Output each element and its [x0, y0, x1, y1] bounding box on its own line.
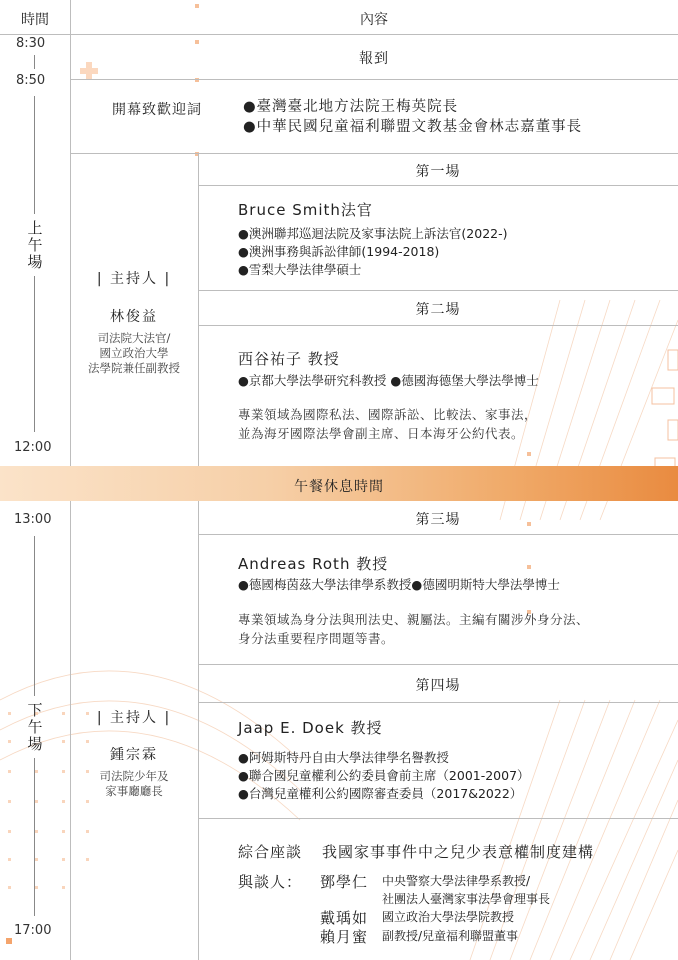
session1-item: ●澳洲事務與訴訟律師(1994-2018)	[238, 244, 440, 259]
session2-speaker: 西谷祐子 教授	[238, 350, 340, 368]
morning-label	[25, 220, 45, 271]
header-divider	[0, 34, 678, 35]
header-content-label: 內容	[360, 12, 388, 28]
session1-item: ●澳洲聯邦巡迴法院及家事法院上訴法官(2022-)	[238, 226, 508, 241]
session4-speaker: Jaap E. Doek 教授	[238, 719, 383, 737]
afternoon-timeline-top	[34, 536, 35, 696]
session4-item: ●聯合國兒童權利公約委員會前主席（2001-2007）	[238, 768, 530, 783]
session3-title-divider	[198, 534, 678, 535]
session4-items	[238, 749, 530, 803]
afternoon-host-title	[70, 769, 198, 799]
session4-title: 第四場	[415, 678, 461, 694]
morning-host-name: 林俊益	[110, 309, 158, 325]
session1-item: ●雪梨大學法律學碩士	[238, 262, 362, 277]
morning-host-title	[70, 331, 198, 376]
session4-title-divider	[198, 702, 678, 703]
host-title-line: 家事廳廳長	[105, 784, 163, 798]
session4-item: ●阿姆斯特丹自由大學法律學名譽教授	[238, 750, 449, 765]
morning-host-label: | 主持人 |	[96, 271, 172, 287]
opening-speakers	[243, 97, 582, 137]
session2-top-divider	[198, 290, 678, 291]
panel-label: 綜合座談	[238, 843, 303, 861]
session4-top-divider	[198, 664, 678, 665]
time-850: 8:50	[16, 73, 46, 88]
session1-title-divider	[198, 185, 678, 186]
afternoon-host-name: 鍾宗霖	[110, 747, 158, 763]
time-830: 8:30	[16, 36, 46, 51]
session3-title: 第三場	[415, 512, 461, 528]
time-1300: 13:00	[14, 512, 52, 527]
host-title-line: 國立政治大學	[99, 346, 169, 360]
session2-title: 第二場	[415, 302, 461, 318]
panelist-name: 戴瑀如	[320, 909, 369, 927]
session2-desc-line: 專業領域為國際私法、國際訴訟、比較法、家事法，	[238, 407, 538, 422]
opening-divider	[70, 153, 678, 154]
session2-desc	[238, 405, 537, 443]
session2-title-divider	[198, 325, 678, 326]
session3-desc-line: 專業領域為身分法與刑法史、親屬法。主編有關涉外身分法、	[238, 612, 590, 627]
session1-items	[238, 225, 507, 279]
panelist-label: 與談人：	[238, 873, 303, 891]
morning-timeline-top	[34, 96, 35, 214]
session2-item: ●京都大學法學研究科教授 ●德國海德堡大學法學博士	[238, 373, 539, 388]
afternoon-label	[25, 702, 45, 753]
opening-label: 開幕致歡迎詞	[112, 102, 202, 118]
time-column-divider-pm	[70, 501, 71, 960]
morning-timeline-bottom	[34, 276, 35, 432]
lunch-label: 午餐休息時間	[294, 479, 384, 495]
afternoon-host-label: | 主持人 |	[96, 710, 172, 726]
session3-desc-line: 身分法重要程序問題等書。	[238, 631, 395, 646]
registration-label: 報到	[359, 51, 389, 67]
time-connector	[34, 55, 35, 69]
header-time-label: 時間	[21, 12, 49, 28]
afternoon-label-char: 午	[27, 718, 43, 736]
host-title-line: 司法院少年及	[99, 769, 169, 783]
session1-title: 第一場	[415, 164, 461, 180]
panelist-name: 賴月蜜	[320, 928, 369, 946]
session3-desc	[238, 610, 589, 648]
panelist-affiliation	[382, 872, 550, 908]
opening-speaker: ●臺灣臺北地方法院王梅英院長	[243, 99, 459, 115]
session2-desc-line: 並為海牙國際法學會副主席、日本海牙公約代表。	[238, 426, 525, 441]
session3-speaker: Andreas Roth 教授	[238, 555, 389, 573]
panel-topic: 我國家事事件中之兒少表意權制度建構	[322, 843, 595, 861]
registration-divider	[70, 79, 678, 80]
afternoon-label-char: 下	[27, 701, 43, 719]
panelist-name: 鄧學仁	[320, 873, 369, 891]
session4-item: ●台灣兒童權利公約國際審查委員（2017&2022）	[238, 786, 523, 801]
panelist-line: 社團法人臺灣家事法學會理事長	[382, 892, 551, 906]
afternoon-timeline-bottom	[34, 758, 35, 916]
panelist-affiliation: 國立政治大學法學院教授	[382, 910, 515, 924]
host-title-line: 司法院大法官/	[97, 331, 171, 345]
afternoon-label-char: 場	[27, 735, 43, 753]
host-column-divider-pm	[198, 501, 199, 960]
morning-label-char: 午	[27, 236, 43, 254]
panel-top-divider	[198, 818, 678, 819]
time-1700: 17:00	[14, 923, 52, 938]
host-title-line: 法學院兼任副教授	[88, 361, 180, 375]
panelist-line: 中央警察大學法律學系教授/	[382, 874, 531, 888]
opening-speaker: ●中華民國兒童福利聯盟文教基金會林志嘉董事長	[243, 119, 583, 135]
panelist-affiliation: 副教授/兒童福利聯盟董事	[382, 929, 519, 943]
time-1200: 12:00	[14, 440, 52, 455]
morning-label-char: 上	[27, 219, 43, 237]
time-column-divider	[70, 0, 71, 466]
session1-speaker: Bruce Smith法官	[238, 201, 373, 219]
morning-label-char: 場	[27, 253, 43, 271]
session3-item: ●德國梅茵茲大學法律學系教授●德國明斯特大學法學博士	[238, 577, 560, 592]
